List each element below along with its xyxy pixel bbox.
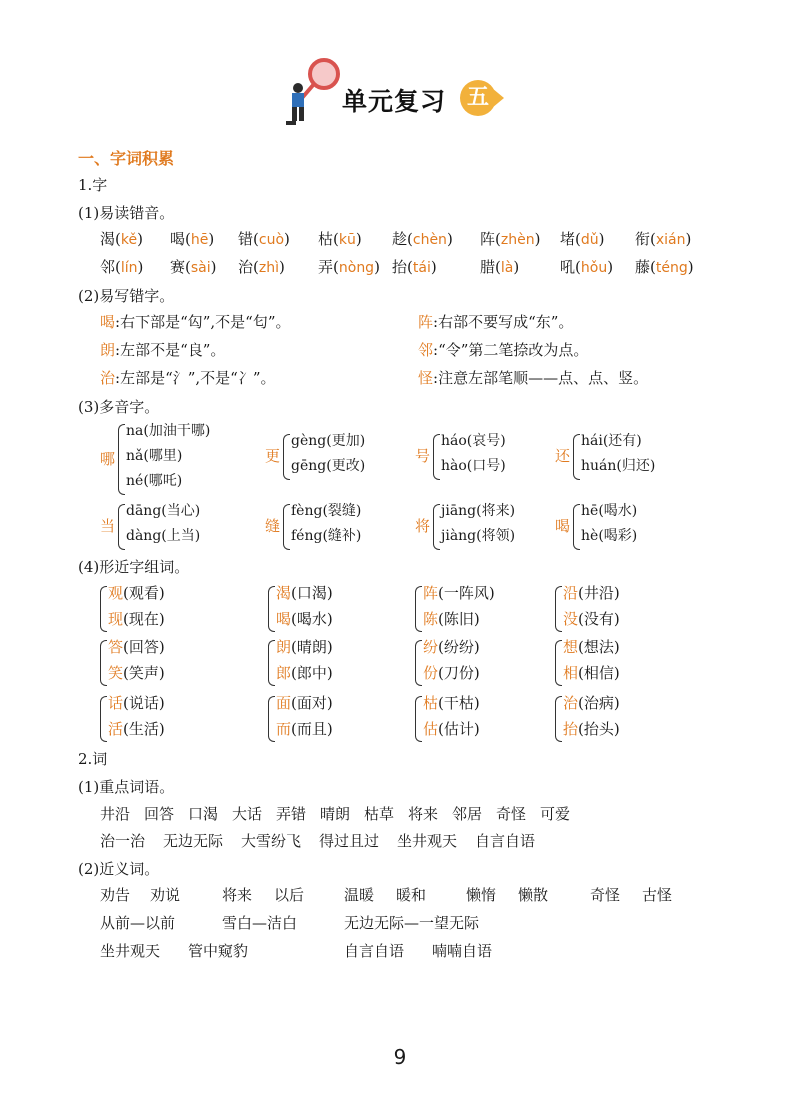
polyphone-char: 哪 [100,449,116,468]
polyphone-char: 喝 [555,517,571,535]
similar-char-item [276,692,333,713]
char-pinyin-item [635,256,694,277]
word-item: 劝告 [100,886,131,904]
word-item: 治一治 [100,832,146,850]
word: (郎中) [291,664,333,682]
char: 朗 [100,341,116,359]
similar-char-item [108,718,165,739]
polyphone-reading [581,430,642,450]
reading-word: (上当) [161,528,201,544]
char-pinyin-item [560,228,605,249]
word-item: 邻居 [452,805,483,823]
paren-open: ( [333,258,339,276]
char: 邻 [418,341,434,359]
word: (陈旧) [438,610,480,628]
word: (面对) [291,694,333,712]
word: (而且) [291,720,333,738]
paren-open: ( [333,230,339,248]
brace-icon [415,640,422,686]
char: 抬 [392,258,408,276]
polyphone-reading [126,470,182,490]
similar-char-item [108,636,165,657]
word: (没有) [578,610,620,628]
char-pinyin-item [318,228,362,249]
char: 腊 [480,258,496,276]
reading-pinyin: jiāng [441,503,477,519]
pinyin: téng [655,260,688,276]
word: (想法) [578,638,620,656]
similar-char-item [108,662,165,683]
char: 纷 [423,638,439,656]
word-item: 劝说 [150,886,181,904]
part-easy-misread: (1)易读错音。 [78,204,175,222]
char: 阵 [480,230,496,248]
char: 渴 [276,584,292,602]
char: 份 [423,664,439,682]
word-item: 无边无际—一望无际 [344,914,480,932]
reading-pinyin: dàng [126,528,162,544]
paren-open: ( [495,230,501,248]
word: (口渴) [291,584,333,602]
brace-icon [573,434,580,480]
unit-number-badge: 五 [460,80,496,116]
char: 怪 [418,369,434,387]
char-pinyin-item [635,228,691,249]
polyphone-reading [441,455,506,475]
brace-icon [283,504,290,550]
reading-pinyin: jiàng [441,528,477,544]
char: 治 [563,694,579,712]
pinyin: tái [412,260,431,276]
reading-pinyin: hái [581,433,603,449]
reading-pinyin: hè [581,528,599,544]
paren-open: ( [650,258,656,276]
reading-pinyin: hào [441,458,467,474]
char: 堵 [560,230,576,248]
reading-pinyin: gèng [291,433,327,449]
paren-open: ( [575,258,581,276]
reading-pinyin: háo [441,433,467,449]
polyphone-reading [291,430,365,450]
polyphone-reading [126,420,210,440]
word: (现在) [123,610,165,628]
paren-open: ( [115,230,121,248]
char-pinyin-item [238,256,285,277]
word-item: 可爱 [540,805,571,823]
word-item: 将来 [408,805,439,823]
word-item: 温暖 [344,886,375,904]
paren-open: ( [115,258,121,276]
paren-open: ( [650,230,656,248]
paren-open: ( [495,258,501,276]
similar-char-item [563,636,620,657]
reading-word: (喝水) [598,503,638,519]
char: 沿 [563,584,579,602]
word: (纷纷) [438,638,480,656]
char: 趁 [392,230,408,248]
word-item: 弄错 [276,805,307,823]
polyphone-reading [291,525,361,545]
similar-char-item [563,718,620,739]
similar-char-item [108,608,165,629]
polyphone-reading [126,500,200,520]
similar-char-item [423,718,480,739]
reading-pinyin: gēng [291,458,327,474]
word-item: 奇怪 [496,805,527,823]
char: 枯 [423,694,439,712]
char: 渴 [100,230,116,248]
polyphone-reading [441,500,515,520]
char-pinyin-item [238,228,290,249]
miswrite-item [100,311,291,332]
brace-icon [433,434,440,480]
similar-char-item [276,608,333,629]
part-similar-chars: (4)形近字组词。 [78,558,190,576]
pinyin: là [500,260,514,276]
brace-icon [283,434,290,480]
similar-char-item [423,636,480,657]
similar-char-item [423,692,480,713]
word: (相信) [578,664,620,682]
word: (井沿) [578,584,620,602]
polyphone-char: 缝 [265,517,281,535]
part-key-words: (1)重点词语。 [78,778,175,796]
similar-char-item [108,582,165,603]
paren-close: ) [374,258,380,276]
polyphone-char: 更 [265,447,281,465]
similar-char-item [276,718,333,739]
subheading-words: 2.词 [78,750,108,768]
note: :右下部是“匃”,不是“匂”。 [115,313,291,331]
word-item: 奇怪 [590,886,621,904]
paren-open: ( [407,230,413,248]
reading-pinyin: fèng [291,503,323,519]
word-item: 管中窥豹 [188,942,249,960]
reading-word: (更加) [326,433,366,449]
paren-close: ) [210,258,217,276]
brace-icon [555,696,562,742]
pinyin: nòng [338,260,375,276]
polyphone-reading [291,455,365,475]
unit-title-banner [280,56,520,136]
pinyin: zhèn [500,232,535,248]
char: 错 [238,230,254,248]
pinyin: hǒu [580,260,608,276]
paren-close: ) [208,230,215,248]
part-easy-miswrite: (2)易写错字。 [78,287,175,305]
pinyin: chèn [412,232,447,248]
paren-close: ) [598,230,605,248]
brace-icon [268,640,275,686]
section-heading-vocab: 一、字词积累 [78,149,175,168]
word-item: 懒散 [518,886,549,904]
word-item: 将来 [222,886,253,904]
part-polyphones: (3)多音字。 [78,398,160,416]
paren-close: ) [687,258,694,276]
char: 藤 [635,258,651,276]
brace-icon [100,586,107,632]
word-item: 从前—以前 [100,914,176,932]
pinyin: zhì [258,260,279,276]
word: (干枯) [438,694,480,712]
char: 话 [108,694,124,712]
reading-word: (归还) [616,458,656,474]
magnifier-girl-icon [280,56,344,136]
paren-close: ) [430,258,437,276]
reading-word: (哪吒) [143,473,183,489]
similar-char-item [423,662,480,683]
page-number: 9 [393,1045,407,1069]
polyphone-reading [291,500,361,520]
char: 弄 [318,258,334,276]
char-pinyin-item [170,228,214,249]
char: 陈 [423,610,439,628]
reading-word: (口号) [466,458,506,474]
paren-close: ) [513,258,520,276]
pinyin: lín [120,260,138,276]
word: (治病) [578,694,620,712]
char-pinyin-item [480,256,519,277]
paren-close: ) [284,230,290,248]
polyphone-reading [441,430,506,450]
similar-char-item [423,608,480,629]
miswrite-item [100,367,276,388]
char: 郎 [276,664,292,682]
similar-char-item [108,692,165,713]
word-item: 得过且过 [319,832,380,850]
char: 观 [108,584,124,602]
word: (一阵风) [438,584,495,602]
miswrite-item [418,367,648,388]
char: 朗 [276,638,292,656]
reading-word: (哪里) [143,448,183,464]
word-item: 坐井观天 [100,942,161,960]
brace-icon [118,504,125,550]
note: :左部不是“良”。 [115,341,226,359]
similar-char-item [276,582,333,603]
reading-pinyin: hē [581,503,599,519]
word: (刀份) [438,664,480,682]
word-item: 晴朗 [320,805,351,823]
char-pinyin-item [560,256,613,277]
char-pinyin-item [318,256,380,277]
brace-icon [415,586,422,632]
similar-char-item [563,692,620,713]
char: 笑 [108,664,124,682]
note: :“令”第二笔捺改为点。 [433,341,589,359]
similar-char-item [563,662,620,683]
char: 阵 [423,584,439,602]
word-item: 坐井观天 [397,832,458,850]
unit-title: 单元复习 [342,87,447,116]
reading-word: (还有) [602,433,642,449]
char-pinyin-item [100,256,143,277]
paren-close: ) [279,258,285,276]
char: 邻 [100,258,116,276]
char: 而 [276,720,292,738]
word-item: 口渴 [188,805,219,823]
paren-open: ( [253,258,259,276]
reading-pinyin: féng [291,528,323,544]
char: 现 [108,610,124,628]
reading-word: (哀号) [466,433,506,449]
word-item: 枯草 [364,805,395,823]
polyphone-char: 号 [415,447,431,465]
char-pinyin-item [480,228,540,249]
char-pinyin-item [392,256,437,277]
char: 抬 [563,720,579,738]
char: 喝 [100,313,116,331]
polyphone-reading [126,525,200,545]
char: 活 [108,720,124,738]
char: 估 [423,720,439,738]
pinyin: sài [190,260,211,276]
word-item: 暖和 [396,886,427,904]
brace-icon [555,586,562,632]
paren-open: ( [407,258,413,276]
char: 答 [108,638,124,656]
brace-icon [415,696,422,742]
word-item: 大话 [232,805,263,823]
miswrite-item [418,311,573,332]
char: 喝 [170,230,186,248]
word: (生活) [123,720,165,738]
reading-word: (将来) [476,503,516,519]
word: (回答) [123,638,165,656]
paren-close: ) [446,230,453,248]
word-item: 井沿 [100,805,131,823]
reading-pinyin: né [126,473,144,489]
char: 想 [563,638,579,656]
char: 阵 [418,313,434,331]
polyphone-char: 还 [555,447,571,465]
word-item: 大雪纷飞 [241,832,302,850]
note: :注意左部笔顺——点、点、竖。 [433,369,649,387]
brace-icon [573,504,580,550]
char-pinyin-item [392,228,453,249]
char-pinyin-item [100,228,143,249]
reading-word: (加油干哪) [143,423,211,439]
paren-close: ) [355,230,362,248]
char: 喝 [276,610,292,628]
reading-word: (当心) [161,503,201,519]
reading-pinyin: nǎ [126,448,144,464]
note: :左部是“氵”,不是“冫”。 [115,369,276,387]
char: 相 [563,664,579,682]
reading-pinyin: na [126,423,144,439]
polyphone-reading [126,445,182,465]
polyphone-char: 将 [415,517,431,535]
pinyin: kě [120,232,138,248]
word: (说话) [123,694,165,712]
pinyin: hē [190,232,209,248]
word-item: 无边无际 [163,832,224,850]
reading-pinyin: huán [581,458,617,474]
polyphone-reading [581,500,637,520]
paren-close: ) [607,258,614,276]
reading-word: (缝补) [322,528,362,544]
word: (估计) [438,720,480,738]
char: 治 [238,258,254,276]
word: (喝水) [291,610,333,628]
pinyin: dǔ [580,232,599,248]
part-synonyms: (2)近义词。 [78,860,160,878]
similar-char-item [276,636,333,657]
char: 衔 [635,230,651,248]
pinyin: cuò [258,232,285,248]
brace-icon [433,504,440,550]
brace-icon [268,696,275,742]
miswrite-item [418,339,588,360]
subheading-characters: 1.字 [78,176,108,194]
polyphone-char: 当 [100,517,116,535]
word-item: 自言自语 [344,942,405,960]
word: (观看) [123,584,165,602]
word: (笑声) [123,664,165,682]
miswrite-item [100,339,225,360]
word-item: 回答 [144,805,175,823]
paren-close: ) [685,230,692,248]
similar-char-item [563,582,620,603]
paren-open: ( [185,258,191,276]
similar-char-item [423,582,495,603]
reading-pinyin: dāng [126,503,162,519]
paren-open: ( [253,230,259,248]
paren-open: ( [575,230,581,248]
note: :右部不要写成“东”。 [433,313,574,331]
paren-close: ) [137,230,143,248]
reading-word: (将领) [476,528,516,544]
brace-icon [555,640,562,686]
similar-char-item [563,608,620,629]
pinyin: kū [338,232,356,248]
word-item: 雪白—洁白 [222,914,298,932]
word-item: 懒惰 [466,886,497,904]
char: 赛 [170,258,186,276]
brace-icon [100,640,107,686]
reading-word: (更改) [326,458,366,474]
reading-word: (喝彩) [598,528,638,544]
char: 没 [563,610,579,628]
char: 吼 [560,258,576,276]
word-item: 自言自语 [475,832,536,850]
word: (晴朗) [291,638,333,656]
brace-icon [100,696,107,742]
similar-char-item [276,662,333,683]
brace-icon [268,586,275,632]
brace-icon [118,424,125,495]
reading-word: (裂缝) [322,503,362,519]
char: 治 [100,369,116,387]
polyphone-reading [581,525,637,545]
polyphone-reading [581,455,655,475]
paren-close: ) [137,258,144,276]
word-item: 以后 [274,886,305,904]
char-pinyin-item [170,256,217,277]
char: 面 [276,694,292,712]
polyphone-reading [441,525,515,545]
paren-close: ) [534,230,541,248]
paren-open: ( [185,230,191,248]
word-item: 喃喃自语 [432,942,493,960]
word-item: 古怪 [642,886,673,904]
word: (抬头) [578,720,620,738]
char: 枯 [318,230,334,248]
pinyin: xián [655,232,686,248]
